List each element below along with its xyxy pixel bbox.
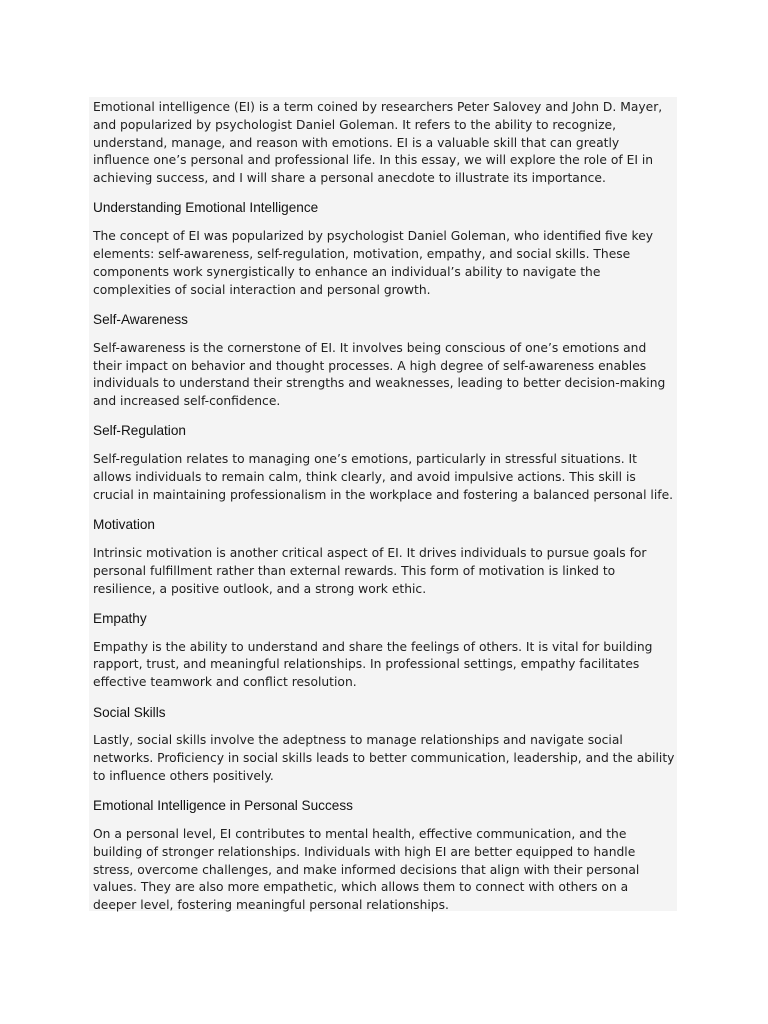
section-heading-personal-success: Emotional Intelligence in Personal Success: [93, 798, 353, 814]
section-heading-self-regulation: Self-Regulation: [93, 423, 186, 439]
section-heading-empathy: Empathy: [93, 610, 147, 626]
section-heading-understanding-ei: Understanding Emotional Intelligence: [93, 200, 319, 216]
section-body-motivation: Intrinsic motivation is another critical aspect of EI. It drives individuals to pursue goals for personal fulfillment rather than external rewards. This form of motivation is linked to resilience, a positive outlook, and a strong work ethic.: [93, 545, 647, 596]
section-body-empathy: Empathy is the ability to understand and share the feelings of others. It is vital for building rapport, trust, and meaningful relationships. In professional settings, empathy facilitates effective teamwork and conflict resolution.: [93, 639, 653, 690]
section-heading-motivation: Motivation: [93, 517, 155, 533]
section-heading-social-skills: Social Skills: [93, 704, 166, 720]
section-body-self-awareness: Self-awareness is the cornerstone of EI. It involves being conscious of one’s emotions and their impact on behavior and thought processes. A high degree of self-awareness enables individuals to understand their strengths and weaknesses, leading to better decision-making and increased self-confidence.: [93, 340, 666, 409]
section-body-self-regulation: Self-regulation relates to managing one’s emotions, particularly in stressful situations. It allows individuals to remain calm, think clearly, and avoid impulsive actions. This skill is crucial in maintaining professionalism in the workplace and fostering a balanced personal life.: [93, 452, 674, 502]
section-body-understanding-ei: The concept of EI was popularized by psychologist Daniel Goleman, who identified five key elements: self-awareness, self-regulation, motivation, empathy, and social skills. These components work synergistically to enhance an individual’s ability to navigate the complexities of social interaction and personal growth.: [93, 229, 654, 297]
section-heading-self-awareness: Self-Awareness: [93, 311, 188, 327]
section-body-social-skills: Lastly, social skills involve the adeptness to manage relationships and navigate social networks. Proficiency in social skills leads to better communication, leadership, and the ability to influence others positively.: [93, 733, 675, 783]
section-body-personal-success: On a personal level, EI contributes to mental health, effective communication, and the building of stronger relationships. Individuals with high EI are better equipped to handle stress, overcome challenges, and make informed decisions that align with their personal values. They are also more empathetic, which allows them to connect with others on a deeper level, fostering meaningful personal relationships.: [93, 827, 640, 913]
intro-paragraph: Emotional intelligence (EI) is a term coined by researchers Peter Salovey and John D. Mayer, and popularized by psychologist Daniel Goleman. It refers to the ability to recognize, understand, manage, and reason with emotions. EI is a valuable skill that can greatly influence one’s personal and professional life. In this essay, we will explore the role of EI in achieving success, and I will share a personal anecdote to illustrate its importance.: [93, 100, 663, 186]
document-body: [93, 99, 675, 915]
